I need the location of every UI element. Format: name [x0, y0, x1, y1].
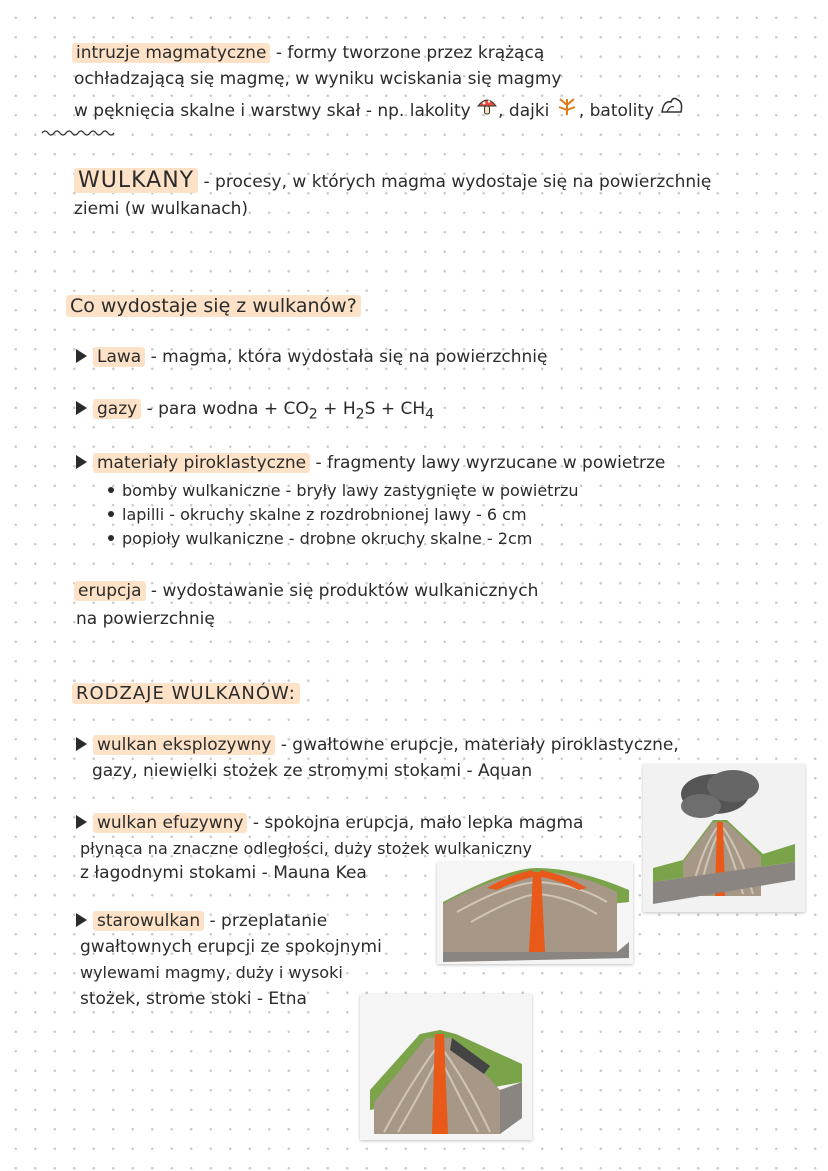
intrusions-line-1: intruzje magmatyczne - formy tworzone przez krążącą	[72, 42, 544, 64]
effusive-volcano-image	[437, 862, 633, 964]
triangle-bullet-icon	[76, 815, 87, 829]
strato-line-4: stożek, strome stoki - Etna	[80, 989, 307, 1009]
triangle-bullet-icon	[76, 349, 87, 363]
strato-line-1: starowulkan - przeplatanie	[76, 910, 327, 932]
stratovolcano-image	[360, 994, 532, 1140]
explosive-volcano-image	[643, 764, 805, 912]
eruption-line-1: erupcja - wydostawanie się produktów wulkanicznych	[74, 580, 538, 602]
triangle-bullet-icon	[76, 455, 87, 469]
explosive-line-1: wulkan eksplozywny - gwałtowne erupcje, materiały piroklastyczne,	[76, 734, 679, 756]
batholith-icon	[654, 101, 685, 121]
strato-line-3: wylewami magmy, duży i wysoki	[80, 963, 343, 982]
triangle-bullet-icon	[76, 913, 87, 927]
bullet-item: lapilli - okruchy skalne z rozdrobnionej lawy - 6 cm	[108, 504, 527, 526]
volcanism-line-1: WULKANY - procesy, w których magma wydostaje się na powierzchnię	[74, 170, 711, 193]
intrusions-line-2: ochładzającą się magmę, w wyniku wciskania się magmy	[74, 69, 562, 89]
volcanism-line-2: ziemi (w wulkanach)	[74, 199, 249, 219]
intrusions-line-3: w pęknięcia skalne i warstwy skał - np. lakolity , dajki , batolity	[74, 94, 685, 122]
lava-item: Lawa - magma, która wydostała się na powierzchnię	[76, 346, 548, 368]
dike-icon	[549, 101, 578, 121]
products-heading: Co wydostaje się z wulkanów?	[66, 295, 361, 317]
mushroom-icon	[471, 101, 498, 121]
explosive-line-2: gazy, niewielki stożek ze stromymi stokami - Aquan	[92, 761, 533, 781]
eruption-line-2: na powierzchnię	[76, 609, 215, 629]
strato-line-2: gwałtownych erupcji ze spokojnymi	[80, 937, 382, 957]
bullet-item: popioły wulkaniczne - drobne okruchy skalne - 2cm	[108, 528, 532, 550]
effusive-line-2: płynąca na znaczne odległości, duży stożek wulkaniczny	[80, 839, 533, 858]
divider-squiggle	[40, 128, 120, 138]
volcanism-term: WULKANY	[74, 168, 198, 193]
pyroclastic-item: materiały piroklastyczne - fragmenty lawy wyrzucane w powietrze	[76, 452, 665, 474]
types-heading: RODZAJE WULKANÓW:	[72, 683, 300, 705]
triangle-bullet-icon	[76, 737, 87, 751]
effusive-line-3: z łagodnymi stokami - Mauna Kea	[80, 863, 367, 883]
effusive-line-1: wulkan efuzywny - spokojna erupcja, mało lepka magma	[76, 812, 583, 834]
intrusions-term: intruzje magmatyczne	[72, 43, 270, 63]
triangle-bullet-icon	[76, 401, 87, 415]
gases-item: gazy - para wodna + $CO_2 + H_2S + CH_4$	[76, 398, 434, 425]
bullet-item: bomby wulkaniczne - bryły lawy zastygnięte w powietrzu	[108, 480, 579, 502]
